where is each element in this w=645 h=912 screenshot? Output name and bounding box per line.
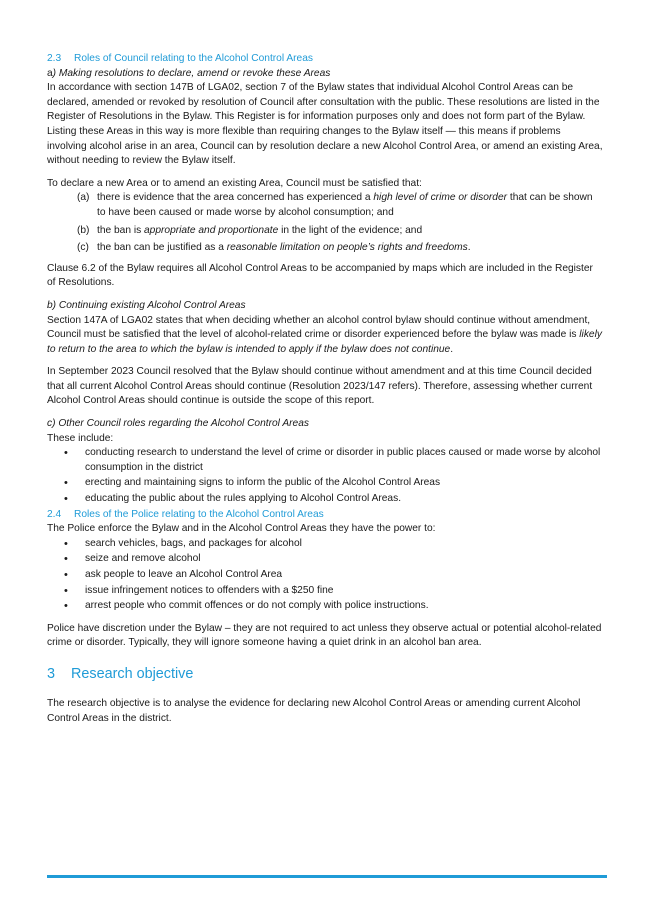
list-text: the ban is [97,224,145,236]
list-text: the ban can be justified as a [97,242,227,254]
paragraph-text: . [450,343,454,355]
subheading-b: b) Continuing existing Alcohol Control Areas [47,299,246,311]
list-item: • erecting and maintaining signs to inform the public of the Alcohol Control Areas [47,476,603,491]
list-item: • issue infringement notices to offenders with a $250 fine [47,584,603,599]
list-emphasis: high level of crime or disorder [373,192,508,204]
list-item: • seize and remove alcohol [47,552,603,567]
list-item [47,191,603,220]
paragraph: Police have discretion under the Bylaw – they are not required to act unless they observe actual or potential alcohol-related crime or disorder. Typically, they will ignore someone having a quiet drink in an alcohol ban area. [47,622,602,649]
list-text: that can be shown to have been caused or made worse by alcohol consumption; and [97,192,593,218]
section-title: Roles of the Police relating to the Alcohol Control Areas [74,508,324,520]
section-title: Research objective [71,665,194,682]
section-title: Roles of Council relating to the Alcohol Control Areas [74,53,313,64]
list-label: (a) [77,192,90,204]
subheading-a-text: ) Making resolutions to declare, amend or revoke these Areas [52,67,331,79]
paragraph: The research objective is to analyse the evidence for declaring new Alcohol Control Areas or amending current Alcohol Control Areas in the district. [47,697,581,724]
paragraph: These include: [47,432,114,444]
section-number: 2.4 [47,508,62,520]
subheading-c: c) Other Council roles regarding the Alcohol Control Areas [47,418,309,430]
list-item: • arrest people who commit offences or do not comply with police instructions. [47,599,603,614]
paragraph: Clause 6.2 of the Bylaw requires all Alcohol Control Areas to be accompanied by maps which are included in the Register of Resolutions. [47,262,593,289]
paragraph-emphasis: likely to return to the area to which the bylaw is intended to apply if the bylaw does not continue [47,329,602,355]
list-text: in the light of the evidence; and [278,224,423,236]
list-item [47,241,603,256]
subheading-a [47,67,603,82]
list-item: • search vehicles, bags, and packages for alcohol [47,537,603,552]
section-2-4-heading [47,508,603,523]
paragraph: The Police enforce the Bylaw and in the Alcohol Control Areas they have the power to: [47,523,436,535]
list-item [47,224,603,239]
list-item: • ask people to leave an Alcohol Control Area [47,568,603,583]
paragraph: In September 2023 Council resolved that the Bylaw should continue without amendment and at this time Council decided that all current Alcohol Control Areas should continue (Resolution 2023/147 refers). Therefore, assessing whether current Alcohol Control Areas should continue is outside the scope of this report. [47,366,593,407]
criteria-list [47,191,603,255]
section-number: 3 [47,665,56,682]
list-text: . [467,242,471,254]
list-emphasis: appropriate and proportionate [144,224,279,236]
paragraph: To declare a new Area or to amend an existing Area, Council must be satisfied that: [47,177,422,189]
list-text: there is evidence that the area concerned has experienced a [97,192,374,204]
document-page [47,52,603,734]
police-powers-list [47,537,603,614]
section-number: 2.3 [47,53,62,64]
subheading-a-letter: a [47,67,53,79]
list-label: (c) [77,242,89,254]
list-emphasis: reasonable limitation on people’s rights and freedoms [226,242,468,254]
footer-divider [47,875,607,878]
council-roles-list [47,446,603,506]
section-2-3-heading [47,52,603,67]
list-item: • conducting research to understand the level of crime or disorder in public places caused or made worse by alcohol consumption in the district [47,446,603,475]
paragraph: In accordance with section 147B of LGA02, section 7 of the Bylaw states that individual Alcohol Control Areas can be declared, amended or revoked by resolution of Council after consultation with the public. These resolutions are listed in the Register of Resolutions in the Bylaw. This Register is for information purposes only and does not form part of the Bylaw. Listing these Areas in this way is more flexible than requiring changes to the Bylaw itself — this means if problems involving alcohol arise in an area, Council can by resolution declare a new Alcohol Control Area, or amend an existing Area, without needing to review the Bylaw itself. [47,82,603,167]
list-label: (b) [77,224,90,236]
paragraph-text: Section 147A of LGA02 states that when deciding whether an alcohol control bylaw should continue without amendment, Council must be satisfied that the level of alcohol-related crime or disorder experienced before the bylaw was made is [47,314,591,341]
paragraph [47,314,603,358]
list-item: • educating the public about the rules applying to Alcohol Control Areas. [47,492,603,507]
section-3-heading [47,665,603,683]
